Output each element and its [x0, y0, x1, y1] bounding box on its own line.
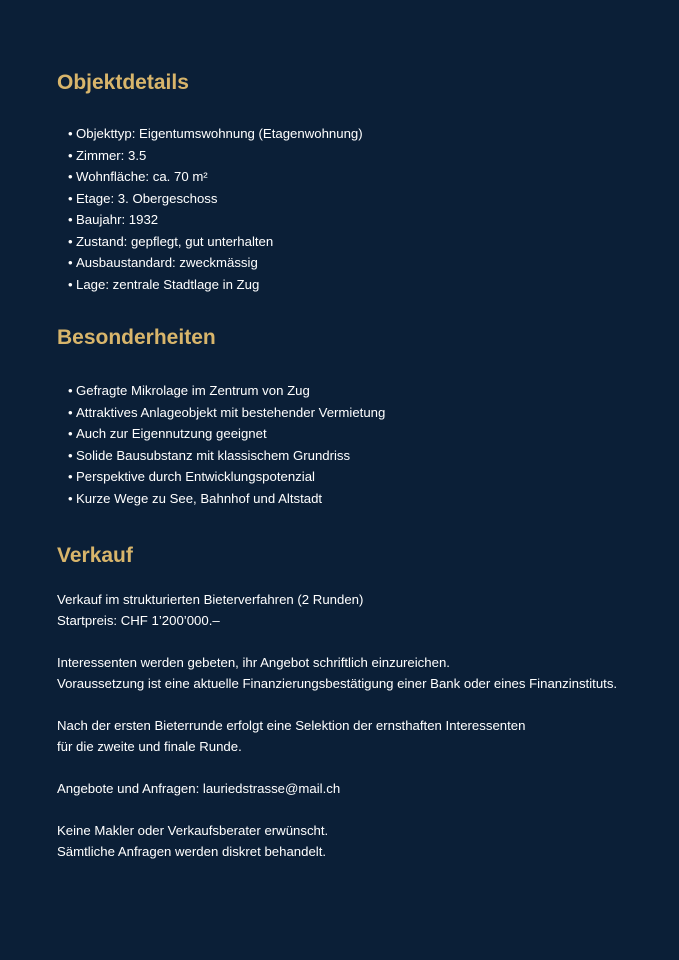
list-item: • Gefragte Mikrolage im Zentrum von Zug — [68, 380, 622, 402]
section-title-besonderheiten: Besonderheiten — [57, 326, 216, 349]
bullet-icon: • — [68, 212, 73, 227]
bullet-icon: • — [68, 490, 73, 506]
financing-requirement-line: Voraussetzung ist eine aktuelle Finanzierungsbestätigung einer Bank oder eines Finanzinstituts. — [57, 676, 618, 691]
section-title-objektdetails: Objektdetails — [57, 71, 189, 94]
list-item: • Baujahr: 1932 — [68, 209, 622, 231]
paragraph-gap — [57, 799, 622, 820]
bullet-icon: • — [68, 147, 73, 163]
paragraph-gap — [57, 757, 622, 778]
contact-line: Angebote und Anfragen: lauriedstrasse@mail.ch — [57, 781, 341, 796]
bullet-icon: • — [68, 126, 73, 141]
list-item: • Attraktives Anlageobjekt mit bestehender Vermietung — [68, 402, 622, 424]
list-item: • Ausbaustandard: zweckmässig — [68, 252, 622, 274]
no-brokers-line: Keine Makler oder Verkaufsberater erwünscht. — [57, 823, 329, 838]
bullet-icon: • — [68, 276, 73, 292]
sale-procedure-line: Verkauf im strukturierten Bieterverfahren (2 Runden) — [57, 592, 364, 607]
bullet-icon: • — [68, 447, 73, 463]
list-item: • Auch zur Eigennutzung geeignet — [68, 423, 622, 445]
besonderheiten-list — [57, 380, 622, 509]
list-item: • Wohnfläche: ca. 70 m² — [68, 166, 622, 188]
verkauf-text — [57, 589, 622, 862]
section-title-verkauf: Verkauf — [57, 544, 133, 567]
list-item: • Etage: 3. Obergeschoss — [68, 188, 622, 210]
bullet-icon: • — [68, 233, 73, 249]
bullet-icon: • — [68, 383, 73, 398]
list-item: • Zimmer: 3.5 — [68, 145, 622, 167]
start-price-line: Startpreis: CHF 1’200’000.– — [57, 613, 220, 628]
bullet-icon: • — [68, 404, 73, 420]
list-item: • Objekttyp: Eigentumswohnung (Etagenwohnung) — [68, 123, 622, 145]
list-item: • Zustand: gepflegt, gut unterhalten — [68, 231, 622, 253]
paragraph-gap — [57, 694, 622, 715]
list-item: • Perspektive durch Entwicklungspotenzial — [68, 466, 622, 488]
list-item: • Lage: zentrale Stadtlage in Zug — [68, 274, 622, 296]
selection-line: Nach der ersten Bieterrunde erfolgt eine Selektion der ernsthaften Interessenten — [57, 718, 526, 733]
bullet-icon: • — [68, 469, 73, 484]
discretion-line: Sämtliche Anfragen werden diskret behandelt. — [57, 844, 327, 859]
bullet-icon: • — [68, 426, 73, 441]
paragraph-gap — [57, 631, 622, 652]
list-item: • Kurze Wege zu See, Bahnhof und Altstadt — [68, 488, 622, 510]
bullet-icon: • — [68, 255, 73, 270]
bullet-icon: • — [68, 190, 73, 206]
offer-request-line: Interessenten werden gebeten, ihr Angebot schriftlich einzureichen. — [57, 655, 450, 670]
objektdetails-list — [57, 123, 622, 295]
bullet-icon: • — [68, 169, 73, 184]
final-round-line: für die zweite und finale Runde. — [57, 739, 242, 754]
list-item: • Solide Bausubstanz mit klassischem Grundriss — [68, 445, 622, 467]
